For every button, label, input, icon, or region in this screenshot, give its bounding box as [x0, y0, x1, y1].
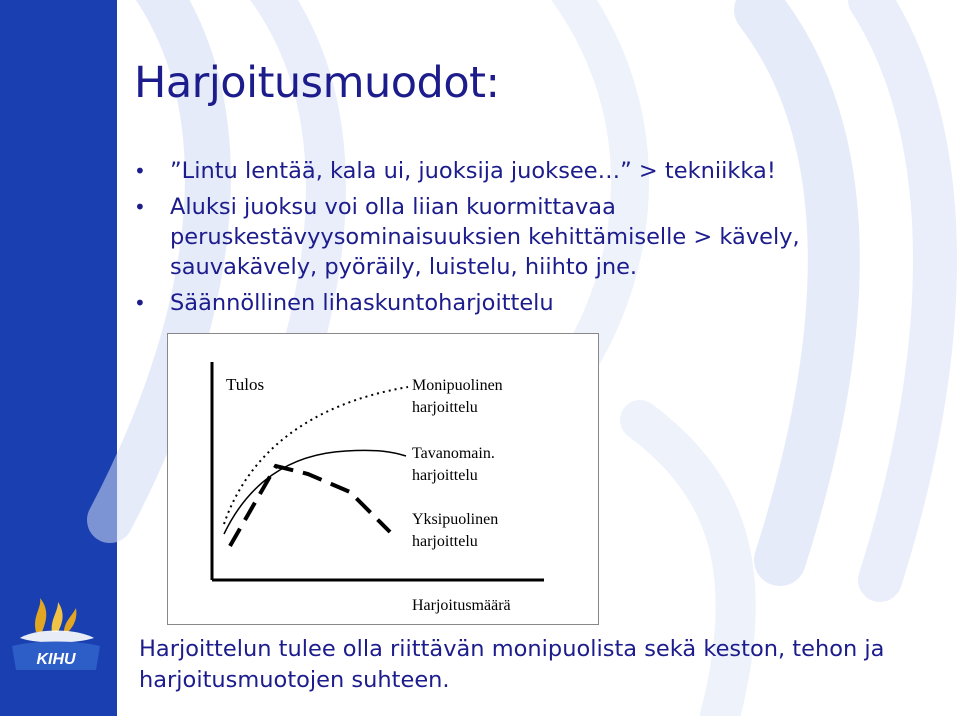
- bullet-item: [134, 192, 934, 282]
- bullet-dot-icon: •: [134, 291, 146, 315]
- x-axis-label: Harjoitusmäärä: [412, 597, 511, 614]
- curve-label-line1: Monipuolinen: [412, 377, 503, 394]
- training-curve-figure: [167, 333, 599, 625]
- yksipuolinen-curve: [230, 466, 390, 546]
- bullet-text: Säännöllinen lihaskuntoharjoittelu: [170, 290, 554, 316]
- curve-label-line1: Tavanomain.: [412, 445, 495, 462]
- bullet-item: [134, 156, 934, 186]
- curve-label-line2: harjoittelu: [412, 399, 478, 416]
- bullet-text: ”Lintu lentää, kala ui, juoksija juoksee…” > tekniikka!: [170, 158, 776, 184]
- bullet-dot-icon: •: [134, 195, 146, 219]
- kihu-logo: [6, 598, 106, 674]
- curve-label-line2: harjoittelu: [412, 533, 478, 550]
- curve-label-line1: Yksipuolinen: [412, 511, 499, 528]
- y-axis-label: Tulos: [226, 375, 265, 394]
- curve-label-line2: harjoittelu: [412, 467, 478, 484]
- slide-title: Harjoitusmuodot:: [134, 58, 500, 108]
- bullet-dot-icon: •: [134, 159, 146, 183]
- bottom-note: Harjoittelun tulee olla riittävän monipuolista sekä keston, tehon ja harjoitusmuotojen suhteen.: [139, 636, 885, 693]
- bullet-item: [134, 288, 934, 318]
- bullet-text: Aluksi juoksu voi olla liian kuormittavaa peruskestävyysominaisuuksien kehittämiselle > kävely, sauvakävely, pyöräily, luistelu, hiihto jne.: [170, 194, 800, 280]
- logo-text: KIHU: [36, 651, 76, 668]
- bullet-list: [134, 156, 934, 324]
